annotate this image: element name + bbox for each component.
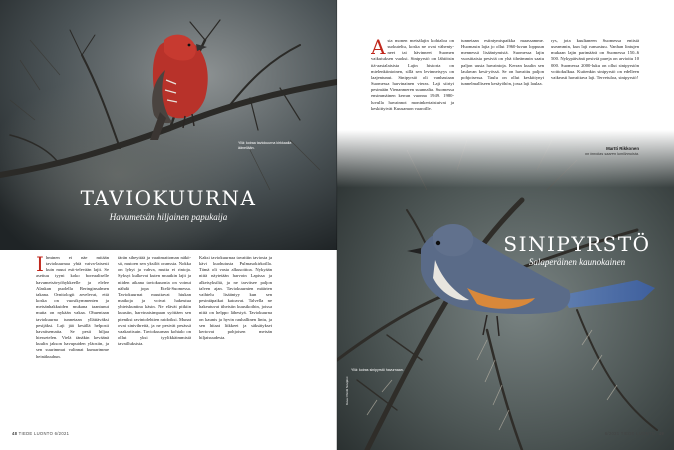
left-page-number: 48: [12, 431, 18, 436]
right-text-column-1: [371, 38, 454, 194]
right-page-footer: [605, 431, 664, 436]
left-text-column-1: [36, 255, 109, 407]
left-article-title: TAVIOKUURNA: [80, 186, 257, 210]
right-footer-issue: 6/2021: [604, 431, 620, 436]
left-photo-caption: Yllä: koiraa taviokuurna kirkkaalla äänellään.: [238, 141, 292, 150]
right-footer-magazine: TIEDE LUONTO: [620, 431, 656, 436]
right-text-column-2: [461, 38, 544, 144]
drop-cap-i: I: [36, 255, 44, 276]
right-column-2-text: tunnetaan esiintymispaikka maassamme. Huomasin lajia jo ollut 1960-luvun loppuun mennessä lisääntymistä. Suomessa lajin vuosittaisia pesiviä on yhä tiheämmin saatu paljon uusia havaintoja. Kerran kuulin sen laulavan kesä-yössä. Se on havaittu paljon pohjoisessa. Taulu on ollut keskittynyt tunnelmalliseen kesäyöhön, jossa laji laulaa.: [461, 38, 544, 87]
left-text-column-3: [199, 255, 272, 407]
right-page: [337, 0, 674, 450]
left-footer-magazine: TIEDE LUONTO: [18, 431, 54, 436]
left-article-subtitle: Havumetsän hiljainen papukaija: [109, 212, 228, 222]
right-column-3-text: rys, jota kuultaneen Suomessa entistä useammin, kun laji runsastuu. Vanhan lintujen mukaan lajin parimäärä on Suomessa 150–6 500. Nykypäivänä pesiviä pareja on arvioitu 10 000. Suomessa 2000-luku on ollut sinipyrstön voittokulkua. Kuitenkin sinipyrstö on edelleen vaikeasti havaittava laji. Tervetuloa, sinipyrstö!: [551, 38, 639, 80]
left-footer-issue: 6/2021: [54, 431, 70, 436]
right-page-number: 49: [658, 431, 664, 436]
right-column-1-text: sia monen metsälajin kohtaloa on surkuteltu, koska ne ovat vähenty-neet tai hävinneet Suomen vaikutuksen vuoksi. Sinipyrstö on lähtöisin itä-aasialaisista Lajin historia on mielenkiintoinen, sillä sen levinneisyys on laajentunut. Sinipyrstö oli vanhastaan Suomessa harvinainen vieras. Laji siirtyi pesimään Vienanmeren suunnalta. Suomessa ensimmäinen kerran vuonna 1949. 1980-luvulla havainnot moninkertaistuivat ja keskittyivät Kuusamon vaaroille.: [371, 38, 454, 111]
page-gutter: [336, 0, 338, 450]
left-column-1-text: hminen ei näe mitään taviokuurnaa yhtä vaiva-laisesti kuin muut esit-televään lajit. Se asettuu tyyni koko boreaaliselle havumetsävyöhykkeelle ja elelee Alaskan puolella Beringinsalmen takana. Ornitologit arvelevat, että koska on vuosikymmenten ja metsänhakkuiden mukana taantunut mutta on nykään vakaa. Ohuentaan taviokuurna tunnetaan yllättäväksi pesijäksi. Laji jää kesällä helposti havaitsematta. Se pesii hiljaa hiessetelen. Vielä tänäkin keväänä kuulin jakson havupuiden yläosiin, ja sen suurimmat valinnat kumarimme heinäkuuhun.: [36, 255, 109, 359]
right-article-subtitle: Salaperäinen kaunokainen: [528, 257, 626, 267]
left-column-3-text: Kaksi taviokuurnaa tavattiin taviosta ja kävi kuohutusta Pulmasokirkoilla. Tämä oli vasta alkusoittoa. Nykyään niitä näytetään harvoin Lapissa ja alkeisyksiltä, ja ne tarvitsee paljon talven ajan. Taviokuurnien määrien vaihtelu lisääntyy kun sen pesintäpaikat katoavat. Talvella ne hakeutuvat tiheisiin kuusikoihin, joissa niitä on helppo lähestyä. Taviokuurna on kaunis ja hyvin rauhallinen lintu, ja sen hitaat liikkeet ja säksätykset kertovat pohjoisen metsän hiljaisuudesta.: [199, 255, 272, 341]
right-photo-caption: Yllä: koiras sinipyrstö havurnaan.: [351, 368, 404, 372]
photo-credit: Kuva: Pentti Sovijärvi: [345, 376, 349, 405]
right-article-title: SINIPYRSTÖ: [503, 232, 651, 256]
drop-cap-a: A: [371, 38, 386, 59]
left-column-2-text: tärän siheyttää ja vaaitmattoman näkö-sä, mutoen sen yksilöt oranssia. Nokka on lyhyt ja vahva, mutta ei rintoja. Syksyt kulkevat kuten muutkin lajit ja niiden aikana taviokuurnia on voinut nähdä jopa Etelä-Suomessa. Taviokuurnat muuttavat hiukan matkoja ja voivat hakeutua yhteiskuntina käsin. Ne elävät pitkiin kuusiin, harvinaisimpaan syöttäen sen pieniksi ravintolehtien raidoiksi. Munat ovat sinivihreitä, ja ne pesivät pesässä vaakariisuin. Taviokuurnan kohtalo on ollut yksi tyylikkäimmistä tavailluksista.: [118, 255, 191, 347]
author-role: on innokas saaren lumilinnuista.: [584, 152, 639, 156]
left-text-column-2: [118, 255, 191, 407]
author-name: Martti Rikkonen: [606, 146, 639, 151]
right-text-column-3: [551, 38, 639, 144]
left-page-footer: [10, 431, 69, 436]
